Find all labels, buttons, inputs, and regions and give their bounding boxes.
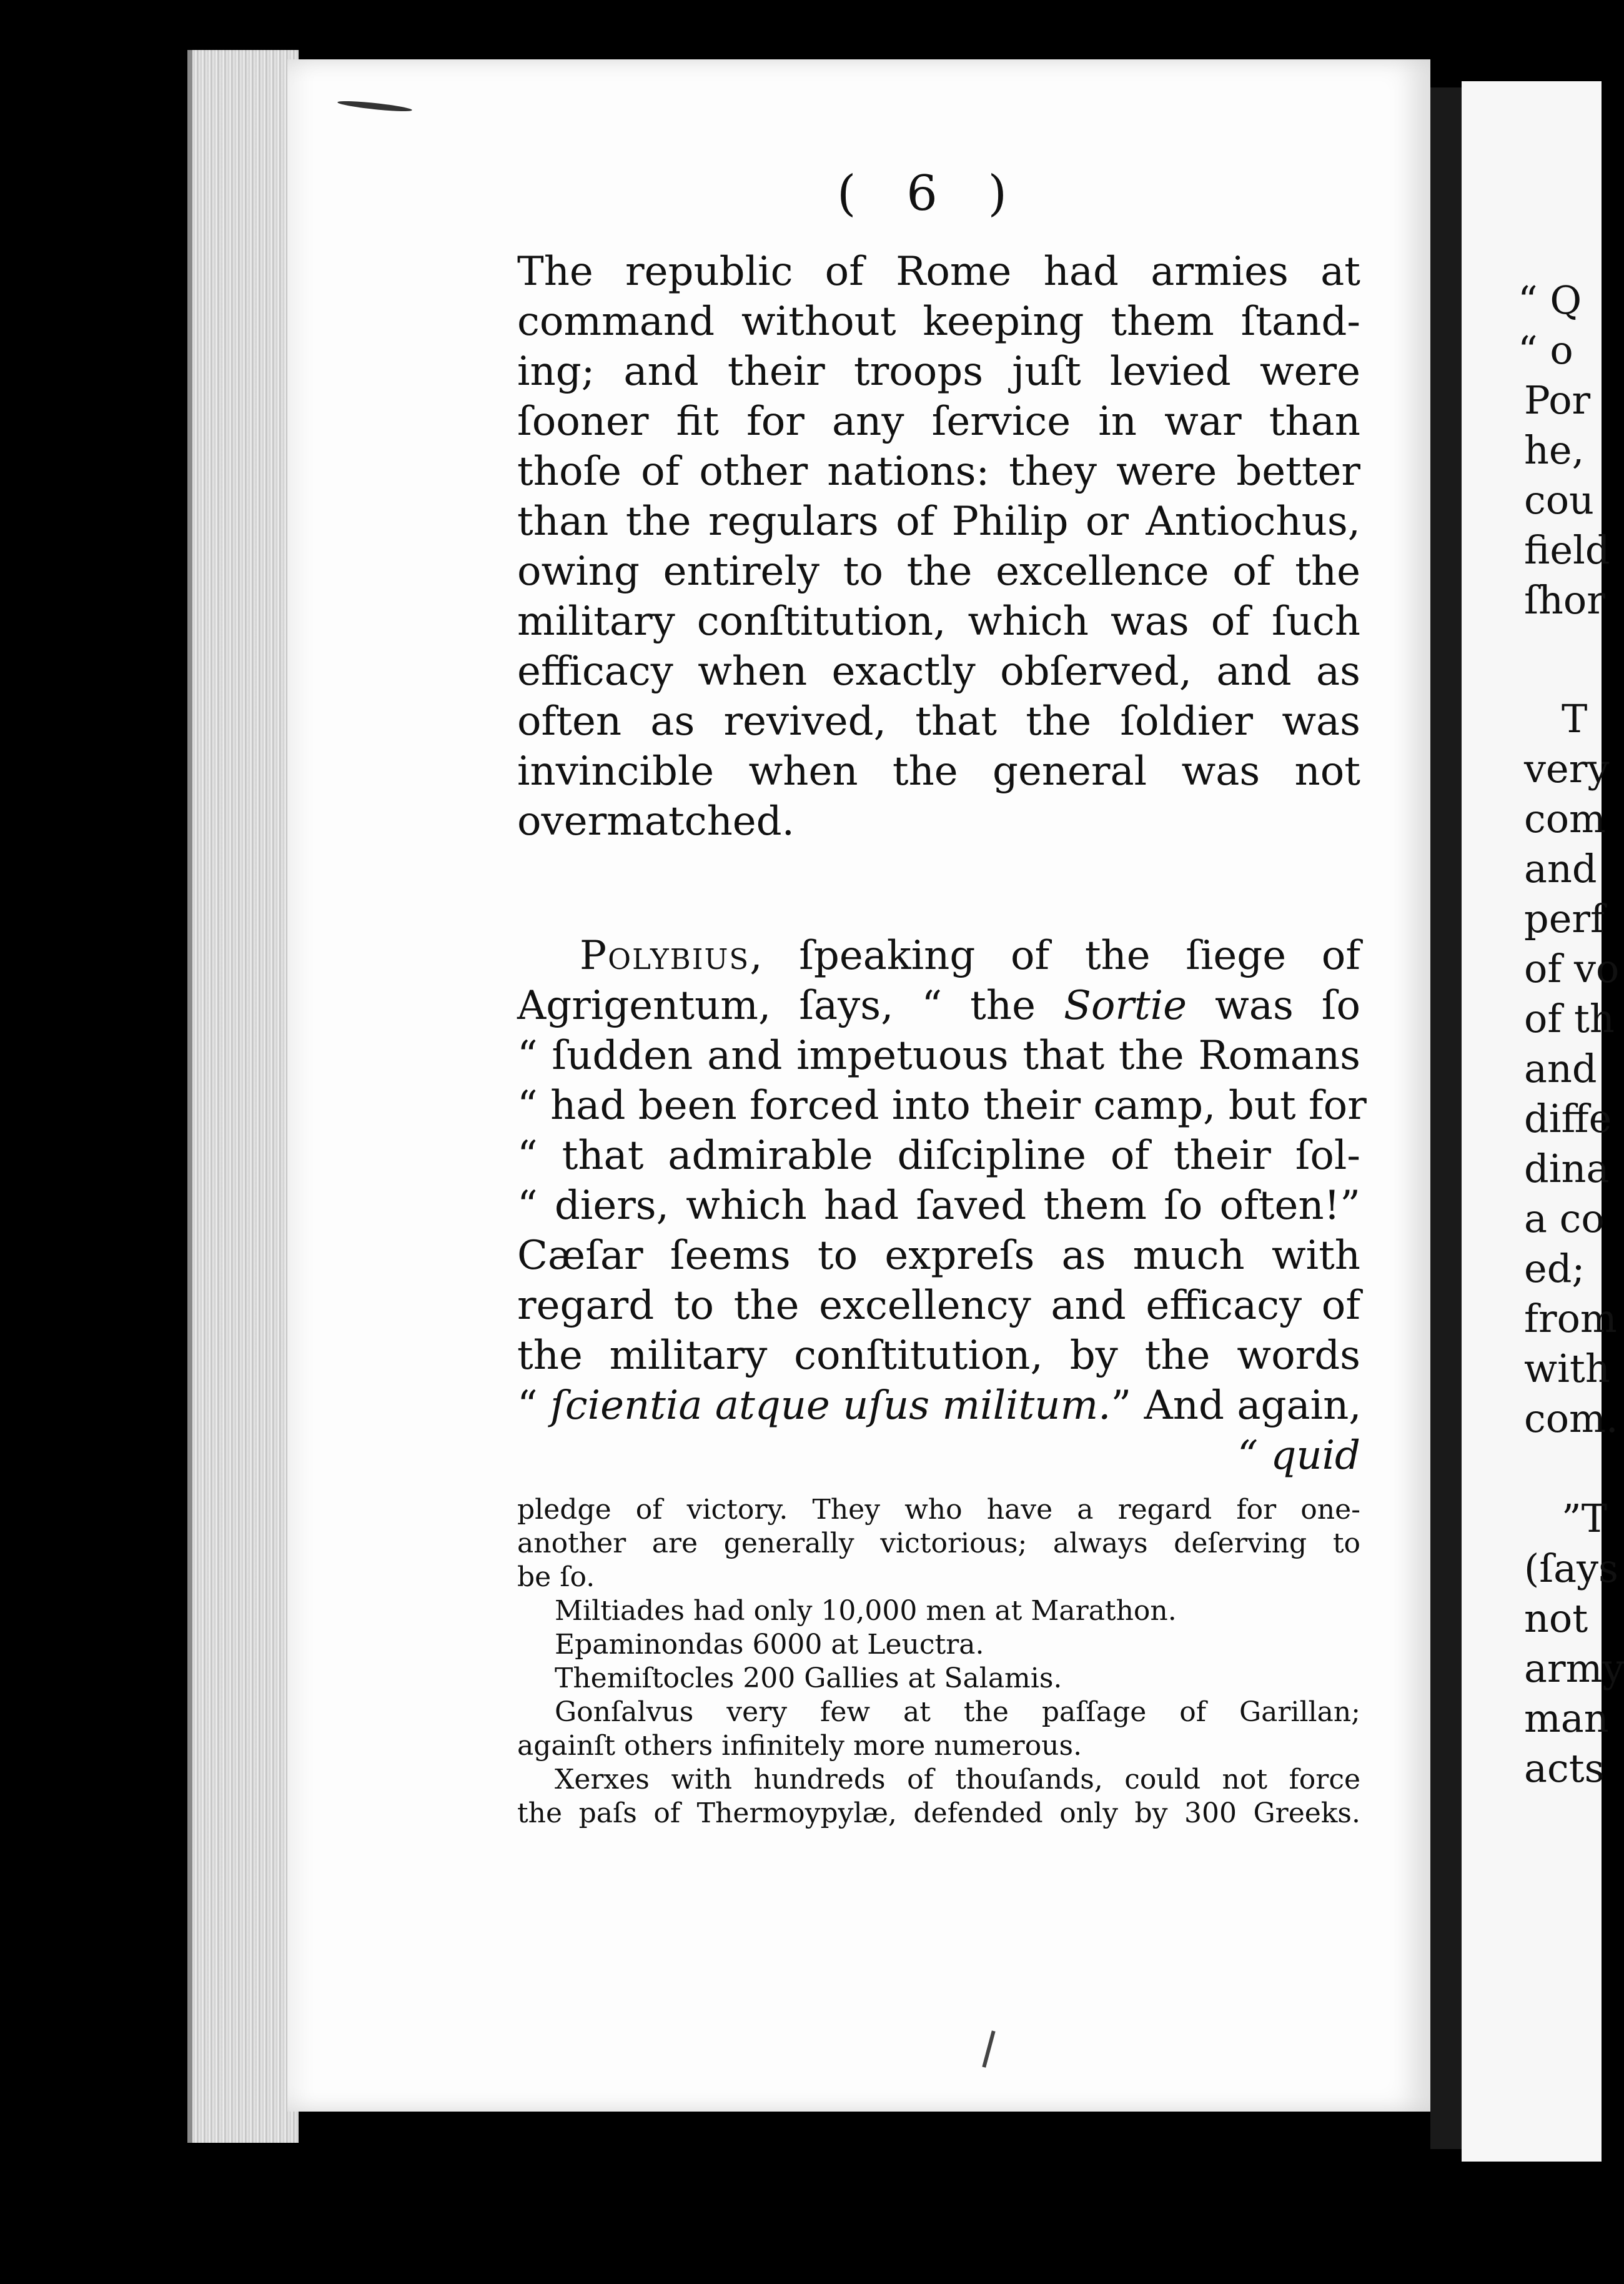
fragment-text: “ Q <box>1518 277 1582 323</box>
footnote-line: pledge of victory. They who have a regard for one- <box>517 1494 1360 1526</box>
fragment-text: army <box>1524 1646 1624 1691</box>
fragment-text: with <box>1524 1346 1610 1391</box>
text-line: ſooner fit for any ſervice in war than <box>517 399 1360 445</box>
fragment-text: and <box>1524 846 1597 891</box>
text-line: “ ſudden and impetuous that the Romans <box>517 1033 1360 1079</box>
text-line: “ diers, which had ſaved them ſo often!” <box>517 1183 1360 1229</box>
text-line: Cæſar ſeems to expreſs as much with <box>517 1233 1360 1279</box>
fragment-text: not <box>1524 1596 1588 1641</box>
footnote-line: be ſo. <box>517 1561 595 1593</box>
text-line: than the regulars of Philip or Antiochus, <box>517 499 1360 545</box>
book-fore-edge <box>187 50 299 2143</box>
footnotes <box>517 1493 1360 1830</box>
text-line: the military conſtitution, by the words <box>517 1333 1360 1379</box>
book-gutter <box>1430 87 1462 2149</box>
text-fragment: “ <box>517 1383 551 1429</box>
text-line <box>517 931 1360 981</box>
fragment-text: com. <box>1524 1396 1618 1441</box>
text-line <box>517 1381 1360 1431</box>
text-line: regard to the excellency and efficacy of <box>517 1283 1360 1329</box>
paragraph-polybius <box>517 931 1367 1481</box>
fragment-text: (ſays <box>1524 1546 1618 1591</box>
fragment-text: ”T <box>1562 1496 1608 1541</box>
footnote-line: Xerxes with hundreds of thouſands, could not force <box>555 1764 1360 1795</box>
fragment-text: ed; <box>1524 1246 1585 1291</box>
paragraph-rome <box>517 247 1360 847</box>
page-number: ( 6 ) <box>837 166 1025 222</box>
text-line: military conſtitution, which was of ſuch <box>517 598 1360 645</box>
fragment-text: from <box>1524 1296 1617 1341</box>
fragment-text: a co <box>1524 1196 1605 1241</box>
footnote-line: Gonſalvus very few at the paſſage of Garillan; <box>555 1696 1360 1728</box>
text-line: The republic of Rome had armies at <box>517 249 1360 295</box>
text-fragment: was ſo <box>1187 983 1361 1029</box>
footnote-line: Miltiades had only 10,000 men at Marathon. <box>555 1595 1177 1627</box>
fragment-text: Por <box>1524 377 1591 423</box>
footnote-line: Epaminondas 6000 at Leuctra. <box>555 1629 984 1661</box>
fragment-text: com <box>1524 796 1606 842</box>
text-line: owing entirely to the excellence of the <box>517 549 1360 595</box>
text-line: overmatched. <box>517 798 795 845</box>
fragment-text: very <box>1524 746 1610 792</box>
speaker-name: Polybius, <box>580 933 764 979</box>
footnote-line: Themiſtocles 200 Gallies at Salamis. <box>555 1662 1062 1694</box>
text-line: command without keeping them ſtand- <box>517 299 1360 345</box>
text-line: efficacy when exactly obſerved, and as <box>517 648 1360 695</box>
fragment-text: diffe <box>1524 1096 1612 1141</box>
text-line <box>517 981 1360 1031</box>
italic-term: Sortie <box>1063 983 1187 1029</box>
text-line: “ had been forced into their camp, but for <box>517 1083 1367 1129</box>
text-line: thoſe of other nations: they were better <box>517 449 1360 495</box>
text-line: ing; and their troops juſt levied were <box>517 349 1360 395</box>
fragment-text: of vo <box>1524 946 1620 991</box>
catchword: “ quid <box>1237 1432 1360 1479</box>
text-line: “ that admirable diſcipline of their ſol- <box>517 1133 1360 1179</box>
fragment-text: field <box>1524 527 1610 573</box>
fragment-text: “ o <box>1518 327 1573 373</box>
footnote-line: another are generally victorious; always deſerving to <box>517 1527 1360 1559</box>
fragment-text: T <box>1562 696 1588 742</box>
text-line: invincible when the general was not <box>517 748 1360 795</box>
text-fragment: ſpeaking of the ſiege of <box>763 933 1360 979</box>
text-fragment: ” And again, <box>1111 1383 1362 1429</box>
text-fragment: Agrigentum, ſays, “ the <box>517 983 1064 1029</box>
fragment-text: dina <box>1524 1146 1610 1191</box>
fragment-text: and <box>1524 1046 1597 1091</box>
fragment-text: acts <box>1524 1745 1605 1791</box>
fragment-text: ſhor <box>1524 577 1605 623</box>
right-page-fragment <box>1462 81 1624 2162</box>
fragment-text: perf <box>1524 896 1605 941</box>
italic-quotation: ſcientia atque uſus militum. <box>550 1383 1111 1429</box>
fragment-text: of th <box>1524 996 1615 1041</box>
text-line: often as revived, that the ſoldier was <box>517 698 1360 745</box>
footnote-line: againſt others infinitely more numerous. <box>517 1730 1082 1762</box>
fragment-text: man <box>1524 1696 1609 1741</box>
footnote-line: the paſs of Thermoypylæ, defended only by 300 Greeks. <box>517 1797 1360 1829</box>
fragment-text: cou <box>1524 477 1594 523</box>
fragment-text: he, <box>1524 427 1585 473</box>
